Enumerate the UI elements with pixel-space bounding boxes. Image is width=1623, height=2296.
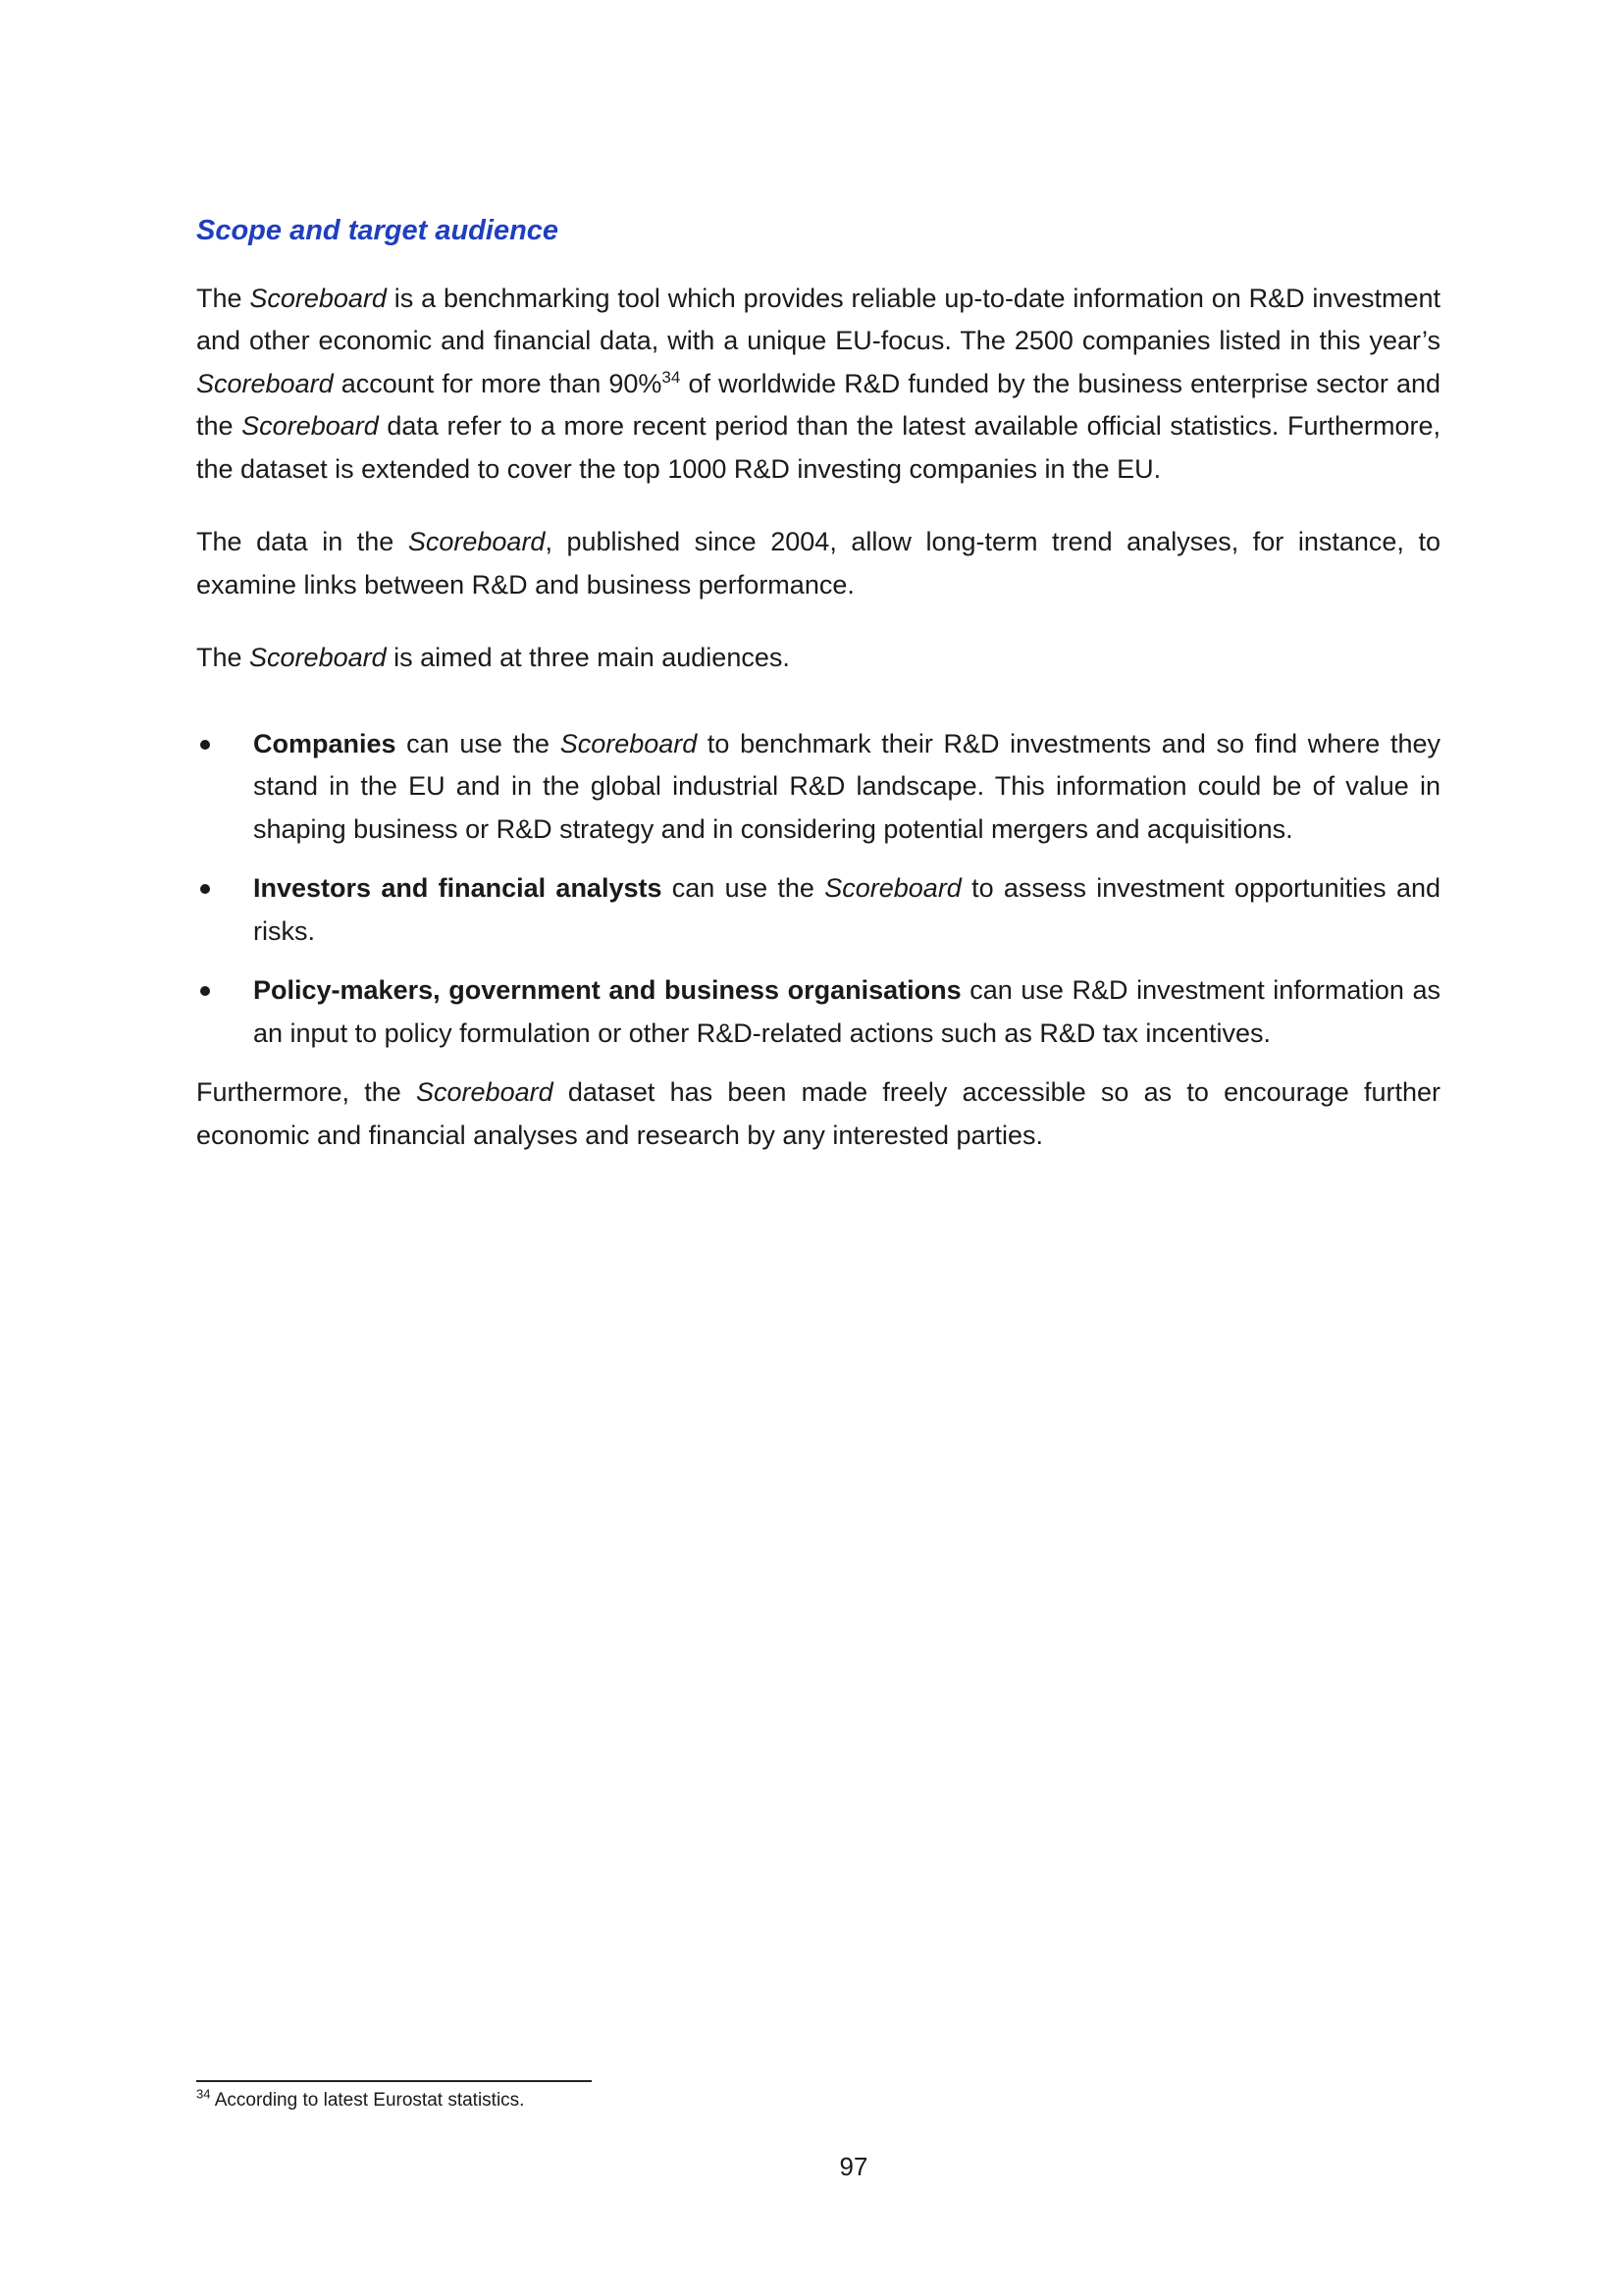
italic-term: Scoreboard (559, 728, 698, 758)
bullet-item-companies (196, 723, 1440, 852)
bullet-item-policy-makers (196, 969, 1440, 1055)
footnote-number: 34 (196, 2086, 211, 2102)
footnote-divider (196, 2080, 592, 2082)
italic-term: Scoreboard (407, 527, 546, 557)
italic-term: Scoreboard (416, 1077, 553, 1108)
bullet-bold-label: Companies (253, 728, 396, 758)
text-run: can use the (395, 728, 560, 758)
text-run: Furthermore, the (196, 1077, 417, 1108)
text-run: is a benchmarking tool which provides reliable up-to-date information on R&D investment and other economic and financial data, with a unique EU-focus. The 2500 companies listed in this year’s (196, 283, 1440, 356)
text-run: can use the (661, 873, 825, 904)
bullet-dot-icon (200, 884, 210, 894)
section-heading: Scope and target audience (196, 215, 559, 246)
italic-term: Scoreboard (241, 411, 379, 442)
footnote-text: According to latest Eurostat statistics. (210, 2090, 525, 2111)
text-run: is aimed at three main audiences. (386, 643, 790, 673)
paragraph-dataset-access (196, 1071, 1440, 1157)
paragraph-trend-analyses (196, 521, 1440, 606)
italic-term: Scoreboard (196, 368, 334, 398)
main-content (196, 214, 1440, 1187)
page-number: 97 (839, 2152, 868, 2181)
italic-term: Scoreboard (824, 873, 962, 904)
text-run: of worldwide R&D funded by the business enterprise sector and the (196, 368, 1440, 442)
paragraph-audiences-intro (196, 637, 1440, 680)
audience-bullet-list (196, 723, 1440, 1056)
text-run: to assess investment opportunities and risks. (253, 873, 1440, 946)
bullet-bold-label: Policy-makers, government and business organisations (253, 975, 962, 1006)
bullet-bold-label: Investors and financial analysts (253, 873, 662, 904)
text-run: dataset has been made freely accessible so as to encourage further economic and financial analyses and research by any interested parties. (196, 1077, 1440, 1150)
bullet-dot-icon (200, 986, 210, 996)
paragraph-scoreboard-intro (196, 278, 1440, 492)
italic-term: Scoreboard (249, 283, 387, 313)
text-run: to benchmark their R&D investments and so find where they stand in the EU and in the global industrial R&D landscape. This information could be of value in shaping business or R&D strategy and in considering potential mergers and acquisitions. (253, 728, 1440, 844)
text-run: account for more than 90% (333, 368, 662, 398)
text-run: , published since 2004, allow long-term trend analyses, for instance, to examine links between R&D and business performance. (196, 527, 1440, 600)
text-run: data refer to a more recent period than the latest available official statistics. Furthermore, the dataset is extended to cover the top 1000 R&D investing companies in the EU. (196, 411, 1440, 484)
text-run: can use R&D investment information as an input to policy formulation or other R&D-related actions such as R&D tax incentives. (253, 975, 1440, 1048)
italic-term: Scoreboard (249, 643, 387, 673)
text-run: The data in the (196, 527, 408, 557)
bullet-item-investors (196, 867, 1440, 953)
text-run: The (196, 643, 250, 673)
bullet-dot-icon (200, 740, 210, 750)
footnote-reference[interactable]: 34 (661, 367, 681, 387)
footnote (196, 2088, 524, 2113)
text-run: The (196, 283, 250, 313)
